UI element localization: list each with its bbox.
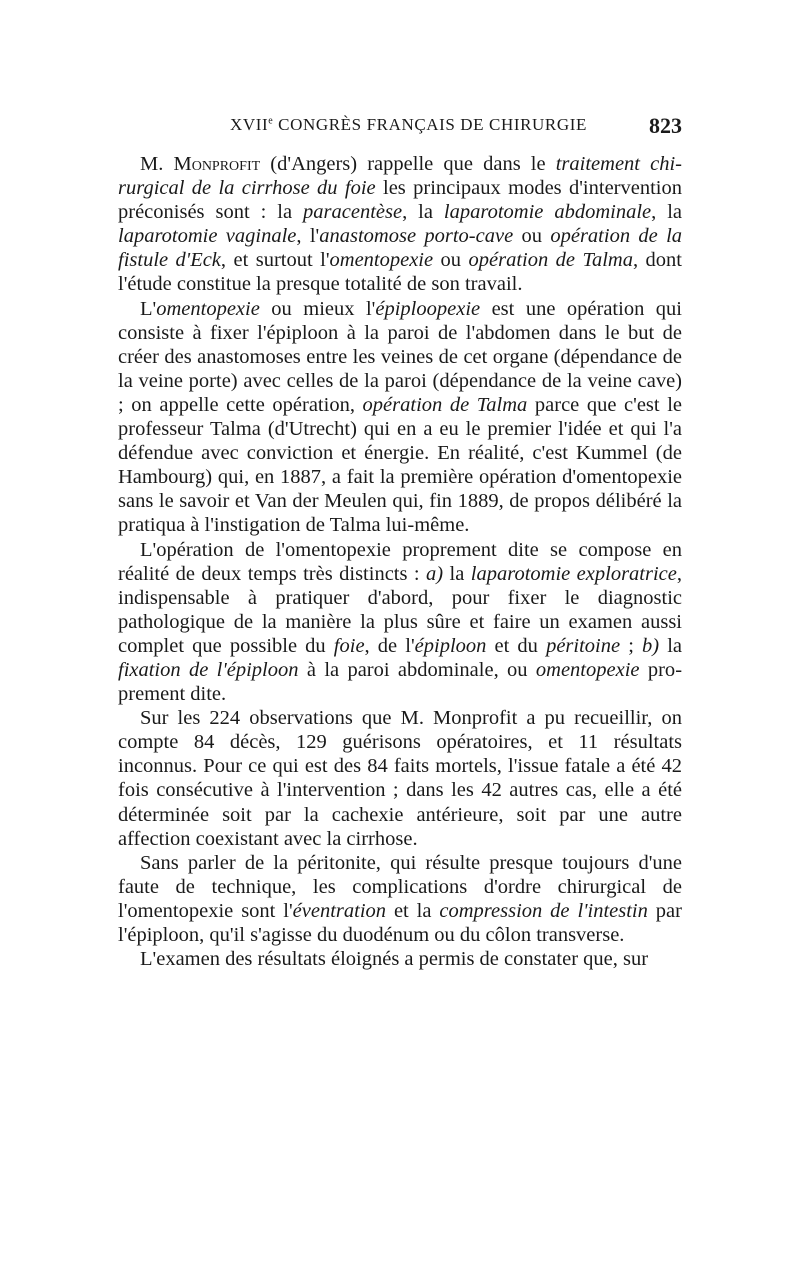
italic-text: omentopexie [156, 297, 260, 320]
italic-text: éventration [292, 899, 387, 922]
text-run: par l'épiploon, qu'il s'agisse du duodénum ou du côlon transverse. [118, 899, 682, 946]
italic-text: b) [642, 634, 660, 657]
text-run: parce que c'est le professeur Talma (d'Utrecht) qui en a eu le premier l'idée et qui l'a défendue avec conviction et énergie. En réalité, c'est Kummel (de Hambourg) qui, en 1887, a fait la première opération d'omentopexie sans le savoir et Van der Meulen qui, fin 1889, de propos délibéré la pratiqua à l'instigation de Talma lui-même. [118, 393, 682, 537]
italic-text: compression de l'intestin [439, 899, 648, 922]
text-run: M. [140, 153, 174, 175]
running-head-superscript: e [268, 115, 274, 127]
text-run: Sans parler de la péritonite, qui résulte presque toujours d'une faute de technique, les complications d'ordre chirurgical de l'omentopexie sont l' [118, 851, 682, 922]
italic-text: omentopexie [329, 249, 434, 272]
italic-text: traitement chirurgical de la cirrhose du foie [118, 153, 682, 200]
italic-text: péritoine [546, 634, 621, 657]
text-run: à la paroi abdominale, ou [298, 658, 536, 681]
text-run: la [659, 634, 683, 657]
paragraph [118, 297, 682, 538]
italic-text: opération de la fistule d'Eck [118, 225, 683, 272]
italic-text: foie [333, 634, 365, 657]
text-run: est une opération qui consiste à fixer l'épiploon à la paroi de l'abdomen dans le but de créer des anastomoses entre les veines de cet organe (dépendance de la veine porte) avec celles de la paroi (dépendance de la veine cave) ; on appelle cette opération, [118, 297, 682, 416]
italic-text: fixation de l'épiploon [118, 658, 299, 681]
text-run: ou mieux l' [259, 297, 376, 320]
small-caps-name: Monprofit [173, 153, 261, 175]
text-run: et la [386, 899, 440, 922]
text-run: , l' [296, 225, 320, 248]
text-run: , la [651, 201, 682, 224]
text-run: et du [486, 634, 547, 657]
text-run: , et surtout l' [220, 249, 330, 272]
paragraph [118, 706, 682, 851]
paragraph [118, 538, 682, 707]
paragraph [118, 851, 682, 947]
paragraph [118, 947, 682, 971]
italic-text: paracentèse [303, 201, 403, 224]
body-text [118, 152, 682, 971]
italic-text: opération de Talma [468, 249, 633, 272]
italic-text: épiploon [414, 634, 487, 657]
text-run: les principaux modes d'intervention préconisés sont : la [118, 177, 682, 224]
text-run: ou [513, 225, 551, 248]
italic-text: anastomose porto-cave [319, 225, 514, 248]
italic-text: laparotomie abdominale [443, 201, 652, 224]
text-run: (d'Angers) rappelle que dans le [260, 153, 556, 175]
text-run: , de l' [364, 634, 415, 657]
italic-text: épiploopexie [375, 297, 481, 320]
text-run: proprement dite. [118, 658, 683, 706]
running-head-title [230, 115, 587, 135]
text-run: Sur les 224 observations que M. Monprofit a pu recueillir, on compte 84 décès, 129 guérisons opératoires, et 11 résultats inconnus. Pour ce qui est des 84 faits mortels, l'issue fatale a été 42 fois consécutive à l'intervention ; dans les 42 autres cas, elle a été déterminée soit par la cachexie antérieure, soit par une autre affection coexistant avec la cirrhose. [118, 707, 682, 850]
page-number: 823 [649, 113, 682, 138]
text-run: L'opération de l'omentopexie proprement dite se compose en réalité de deux temps très distincts : [118, 538, 682, 585]
running-head [120, 113, 682, 141]
italic-text: a) [426, 562, 444, 585]
text-run: L' [140, 297, 157, 320]
text-run: ; [620, 634, 643, 657]
text-run: , la [402, 201, 444, 224]
italic-text: omentopexie [535, 658, 640, 681]
text-run: la [443, 562, 471, 585]
running-head-roman: XVII [230, 115, 269, 134]
text-run: , dont l'étude constitue la presque totalité de son travail. [118, 249, 682, 296]
italic-text: opération de Talma [362, 393, 528, 416]
italic-text: laparotomie exploratrice [470, 562, 677, 585]
italic-text: laparotomie vaginale [118, 225, 297, 248]
running-head-title-text: CONGRÈS FRANÇAIS DE CHIRURGIE [273, 115, 587, 134]
paragraph [118, 152, 682, 297]
text-run: ou [433, 249, 469, 272]
text-run: , indispensable à pratiquer d'abord, pour fixer le diagnostic pathologique de la manière la plus sûre et faire un examen aussi complet que possible du [118, 562, 682, 657]
text-run: L'examen des résultats éloignés a permis de constater que, sur [140, 948, 649, 971]
